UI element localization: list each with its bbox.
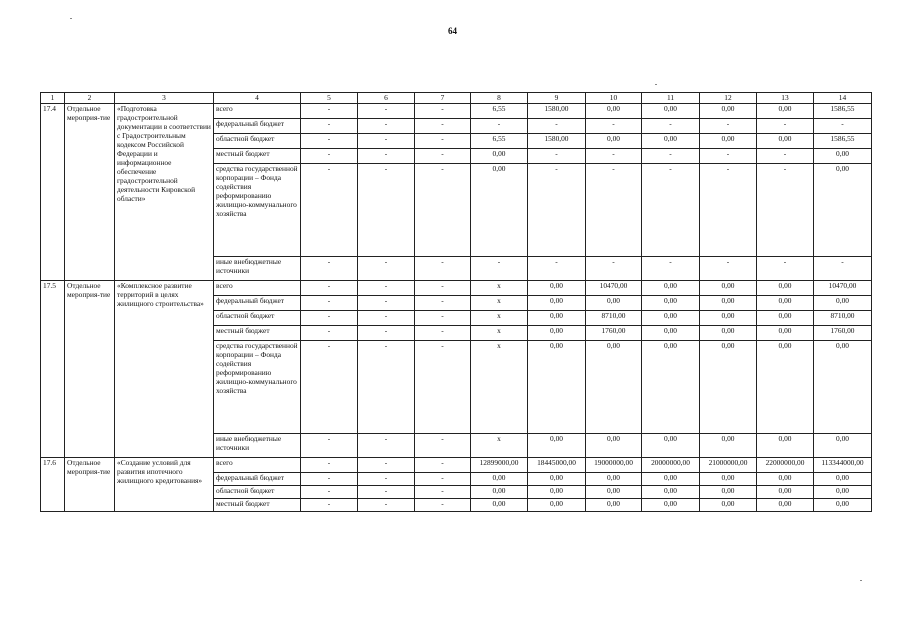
value-cell: - xyxy=(301,164,358,257)
funding-source-label: средства государственной корпорации – Фонда содействия реформированию жилищно-коммунального хозяйства xyxy=(214,164,301,257)
table-row xyxy=(41,104,872,119)
value-cell: - xyxy=(415,164,471,257)
section-name: «Подготовка градостроительной документации в соответствии с Градостроительным кодексом Российской Федерации и информационное обеспечение градостроительной деятельности Кировской области» xyxy=(115,104,214,281)
value-cell: 0,00 xyxy=(700,326,757,341)
value-cell: - xyxy=(415,499,471,512)
column-header-14: 14 xyxy=(814,93,872,104)
value-cell: x xyxy=(471,296,528,311)
value-cell: - xyxy=(642,149,700,164)
funding-source-label: местный бюджет xyxy=(214,326,301,341)
value-cell: 12899000,00 xyxy=(471,458,528,473)
value-cell: 0,00 xyxy=(586,473,642,486)
value-cell: 0,00 xyxy=(700,281,757,296)
value-cell: - xyxy=(700,257,757,281)
column-header-3: 3 xyxy=(115,93,214,104)
value-cell: 0,00 xyxy=(528,281,586,296)
value-cell: - xyxy=(358,434,415,458)
value-cell: 18445000,00 xyxy=(528,458,586,473)
value-cell: 8710,00 xyxy=(814,311,872,326)
value-cell: - xyxy=(700,164,757,257)
value-cell: - xyxy=(415,311,471,326)
value-cell: - xyxy=(358,311,415,326)
column-header-10: 10 xyxy=(586,93,642,104)
value-cell: - xyxy=(358,119,415,134)
funding-source-label: местный бюджет xyxy=(214,149,301,164)
value-cell: - xyxy=(415,134,471,149)
value-cell: - xyxy=(301,257,358,281)
budget-table xyxy=(40,92,872,512)
scan-speck xyxy=(860,580,862,581)
value-cell: 0,00 xyxy=(642,326,700,341)
value-cell: - xyxy=(301,341,358,434)
value-cell: - xyxy=(415,257,471,281)
value-cell: 0,00 xyxy=(757,311,814,326)
value-cell: - xyxy=(757,164,814,257)
column-header-7: 7 xyxy=(415,93,471,104)
value-cell: - xyxy=(301,486,358,499)
funding-source-label: всего xyxy=(214,281,301,296)
value-cell: 0,00 xyxy=(757,499,814,512)
value-cell: 0,00 xyxy=(586,434,642,458)
value-cell: 0,00 xyxy=(814,341,872,434)
value-cell: - xyxy=(471,257,528,281)
value-cell: 1760,00 xyxy=(586,326,642,341)
funding-source-label: областной бюджет xyxy=(214,311,301,326)
value-cell: - xyxy=(301,281,358,296)
value-cell: - xyxy=(301,119,358,134)
value-cell: - xyxy=(358,499,415,512)
value-cell: 0,00 xyxy=(471,149,528,164)
value-cell: 10470,00 xyxy=(586,281,642,296)
value-cell: 19000000,00 xyxy=(586,458,642,473)
header-row xyxy=(41,93,872,104)
table-body xyxy=(41,104,872,512)
value-cell: - xyxy=(415,296,471,311)
value-cell: - xyxy=(700,119,757,134)
table-row xyxy=(41,458,872,473)
column-header-6: 6 xyxy=(358,93,415,104)
value-cell: - xyxy=(415,119,471,134)
value-cell: 1586,55 xyxy=(814,104,872,119)
value-cell: 0,00 xyxy=(757,326,814,341)
value-cell: 0,00 xyxy=(814,434,872,458)
value-cell: 0,00 xyxy=(528,341,586,434)
value-cell: 0,00 xyxy=(642,341,700,434)
value-cell: - xyxy=(415,104,471,119)
value-cell: - xyxy=(586,164,642,257)
value-cell: 20000000,00 xyxy=(642,458,700,473)
value-cell: 0,00 xyxy=(757,134,814,149)
funding-source-label: всего xyxy=(214,104,301,119)
value-cell: 0,00 xyxy=(757,281,814,296)
value-cell: - xyxy=(358,458,415,473)
value-cell: 0,00 xyxy=(528,486,586,499)
value-cell: 1580,00 xyxy=(528,134,586,149)
section-kind: Отдельное мероприя-тие xyxy=(65,281,115,458)
funding-source-label: областной бюджет xyxy=(214,134,301,149)
value-cell: 21000000,00 xyxy=(700,458,757,473)
value-cell: - xyxy=(301,104,358,119)
value-cell: - xyxy=(471,119,528,134)
value-cell: 0,00 xyxy=(471,486,528,499)
value-cell: 0,00 xyxy=(757,296,814,311)
value-cell: 0,00 xyxy=(757,434,814,458)
value-cell: 0,00 xyxy=(700,134,757,149)
funding-source-label: иные внебюджетные источники xyxy=(214,434,301,458)
value-cell: - xyxy=(301,311,358,326)
value-cell: - xyxy=(358,296,415,311)
value-cell: 0,00 xyxy=(642,281,700,296)
value-cell: 6,55 xyxy=(471,104,528,119)
section-name: «Создание условий для развития ипотечного жилищного кредитования» xyxy=(115,458,214,512)
column-header-13: 13 xyxy=(757,93,814,104)
value-cell: - xyxy=(301,326,358,341)
value-cell: - xyxy=(358,326,415,341)
value-cell: 0,00 xyxy=(528,473,586,486)
value-cell: - xyxy=(586,119,642,134)
value-cell: - xyxy=(814,257,872,281)
column-header-11: 11 xyxy=(642,93,700,104)
value-cell: 0,00 xyxy=(642,311,700,326)
value-cell: x xyxy=(471,434,528,458)
value-cell: 10470,00 xyxy=(814,281,872,296)
funding-source-label: федеральный бюджет xyxy=(214,296,301,311)
value-cell: - xyxy=(415,326,471,341)
section-id: 17.4 xyxy=(41,104,65,281)
page-number: 64 xyxy=(448,26,457,36)
value-cell: - xyxy=(757,257,814,281)
value-cell: - xyxy=(415,149,471,164)
value-cell: - xyxy=(358,134,415,149)
value-cell: - xyxy=(358,281,415,296)
value-cell: 0,00 xyxy=(642,499,700,512)
value-cell: 0,00 xyxy=(586,341,642,434)
column-header-2: 2 xyxy=(65,93,115,104)
table-row xyxy=(41,281,872,296)
value-cell: 0,00 xyxy=(700,486,757,499)
scan-speck xyxy=(655,84,657,85)
value-cell: 113344000,00 xyxy=(814,458,872,473)
value-cell: - xyxy=(415,341,471,434)
value-cell: 0,00 xyxy=(586,104,642,119)
value-cell: 0,00 xyxy=(586,296,642,311)
scan-speck xyxy=(70,18,72,19)
value-cell: 0,00 xyxy=(700,499,757,512)
value-cell: - xyxy=(642,119,700,134)
value-cell: 0,00 xyxy=(814,486,872,499)
value-cell: 1586,55 xyxy=(814,134,872,149)
column-header-4: 4 xyxy=(214,93,301,104)
value-cell: - xyxy=(301,134,358,149)
value-cell: - xyxy=(301,149,358,164)
value-cell: - xyxy=(642,164,700,257)
value-cell: 0,00 xyxy=(586,134,642,149)
value-cell: 0,00 xyxy=(528,434,586,458)
value-cell: - xyxy=(301,458,358,473)
value-cell: 0,00 xyxy=(814,499,872,512)
column-header-12: 12 xyxy=(700,93,757,104)
value-cell: 0,00 xyxy=(700,104,757,119)
funding-source-label: местный бюджет xyxy=(214,499,301,512)
value-cell: 0,00 xyxy=(642,486,700,499)
value-cell: - xyxy=(757,119,814,134)
value-cell: 0,00 xyxy=(700,311,757,326)
funding-source-label: областной бюджет xyxy=(214,486,301,499)
value-cell: - xyxy=(814,119,872,134)
value-cell: - xyxy=(358,486,415,499)
value-cell: x xyxy=(471,281,528,296)
value-cell: - xyxy=(528,164,586,257)
value-cell: 0,00 xyxy=(700,341,757,434)
value-cell: 0,00 xyxy=(814,149,872,164)
value-cell: 0,00 xyxy=(642,134,700,149)
value-cell: 0,00 xyxy=(642,434,700,458)
value-cell: 0,00 xyxy=(528,311,586,326)
value-cell: - xyxy=(528,257,586,281)
value-cell: - xyxy=(700,149,757,164)
value-cell: 0,00 xyxy=(814,296,872,311)
funding-source-label: федеральный бюджет xyxy=(214,119,301,134)
funding-source-label: иные внебюджетные источники xyxy=(214,257,301,281)
value-cell: 0,00 xyxy=(700,473,757,486)
value-cell: - xyxy=(358,149,415,164)
value-cell: - xyxy=(586,149,642,164)
value-cell: 0,00 xyxy=(642,104,700,119)
value-cell: 0,00 xyxy=(586,499,642,512)
value-cell: - xyxy=(757,149,814,164)
value-cell: 0,00 xyxy=(757,104,814,119)
value-cell: 8710,00 xyxy=(586,311,642,326)
value-cell: 0,00 xyxy=(528,326,586,341)
value-cell: - xyxy=(358,164,415,257)
value-cell: 1760,00 xyxy=(814,326,872,341)
value-cell: - xyxy=(642,257,700,281)
value-cell: - xyxy=(586,257,642,281)
value-cell: - xyxy=(415,473,471,486)
value-cell: 0,00 xyxy=(700,434,757,458)
value-cell: 0,00 xyxy=(757,473,814,486)
value-cell: - xyxy=(415,434,471,458)
value-cell: 0,00 xyxy=(700,296,757,311)
value-cell: - xyxy=(528,119,586,134)
value-cell: 1580,00 xyxy=(528,104,586,119)
value-cell: - xyxy=(358,104,415,119)
section-name: «Комплексное развитие территорий в целях жилищного строительства» xyxy=(115,281,214,458)
value-cell: - xyxy=(415,486,471,499)
value-cell: 22000000,00 xyxy=(757,458,814,473)
value-cell: 0,00 xyxy=(642,296,700,311)
funding-source-label: средства государственной корпорации – Фонда содействия реформированию жилищно-коммунального хозяйства xyxy=(214,341,301,434)
funding-source-label: всего xyxy=(214,458,301,473)
value-cell: 0,00 xyxy=(528,296,586,311)
section-id: 17.5 xyxy=(41,281,65,458)
column-header-9: 9 xyxy=(528,93,586,104)
value-cell: - xyxy=(358,473,415,486)
value-cell: - xyxy=(301,499,358,512)
value-cell: 0,00 xyxy=(642,473,700,486)
value-cell: x xyxy=(471,311,528,326)
section-kind: Отдельное мероприя-тие xyxy=(65,458,115,512)
column-header-5: 5 xyxy=(301,93,358,104)
value-cell: 0,00 xyxy=(814,473,872,486)
section-kind: Отдельное мероприя-тие xyxy=(65,104,115,281)
value-cell: 0,00 xyxy=(814,164,872,257)
value-cell: 0,00 xyxy=(586,486,642,499)
value-cell: 0,00 xyxy=(757,341,814,434)
column-header-1: 1 xyxy=(41,93,65,104)
value-cell: 0,00 xyxy=(471,164,528,257)
value-cell: - xyxy=(528,149,586,164)
value-cell: x xyxy=(471,341,528,434)
value-cell: 0,00 xyxy=(471,473,528,486)
value-cell: - xyxy=(415,458,471,473)
value-cell: 0,00 xyxy=(528,499,586,512)
value-cell: 6,55 xyxy=(471,134,528,149)
value-cell: 0,00 xyxy=(757,486,814,499)
value-cell: - xyxy=(301,296,358,311)
value-cell: x xyxy=(471,326,528,341)
value-cell: - xyxy=(415,281,471,296)
value-cell: - xyxy=(358,341,415,434)
value-cell: - xyxy=(301,434,358,458)
funding-source-label: федеральный бюджет xyxy=(214,473,301,486)
column-header-8: 8 xyxy=(471,93,528,104)
value-cell: - xyxy=(358,257,415,281)
section-id: 17.6 xyxy=(41,458,65,512)
value-cell: - xyxy=(301,473,358,486)
value-cell: 0,00 xyxy=(471,499,528,512)
